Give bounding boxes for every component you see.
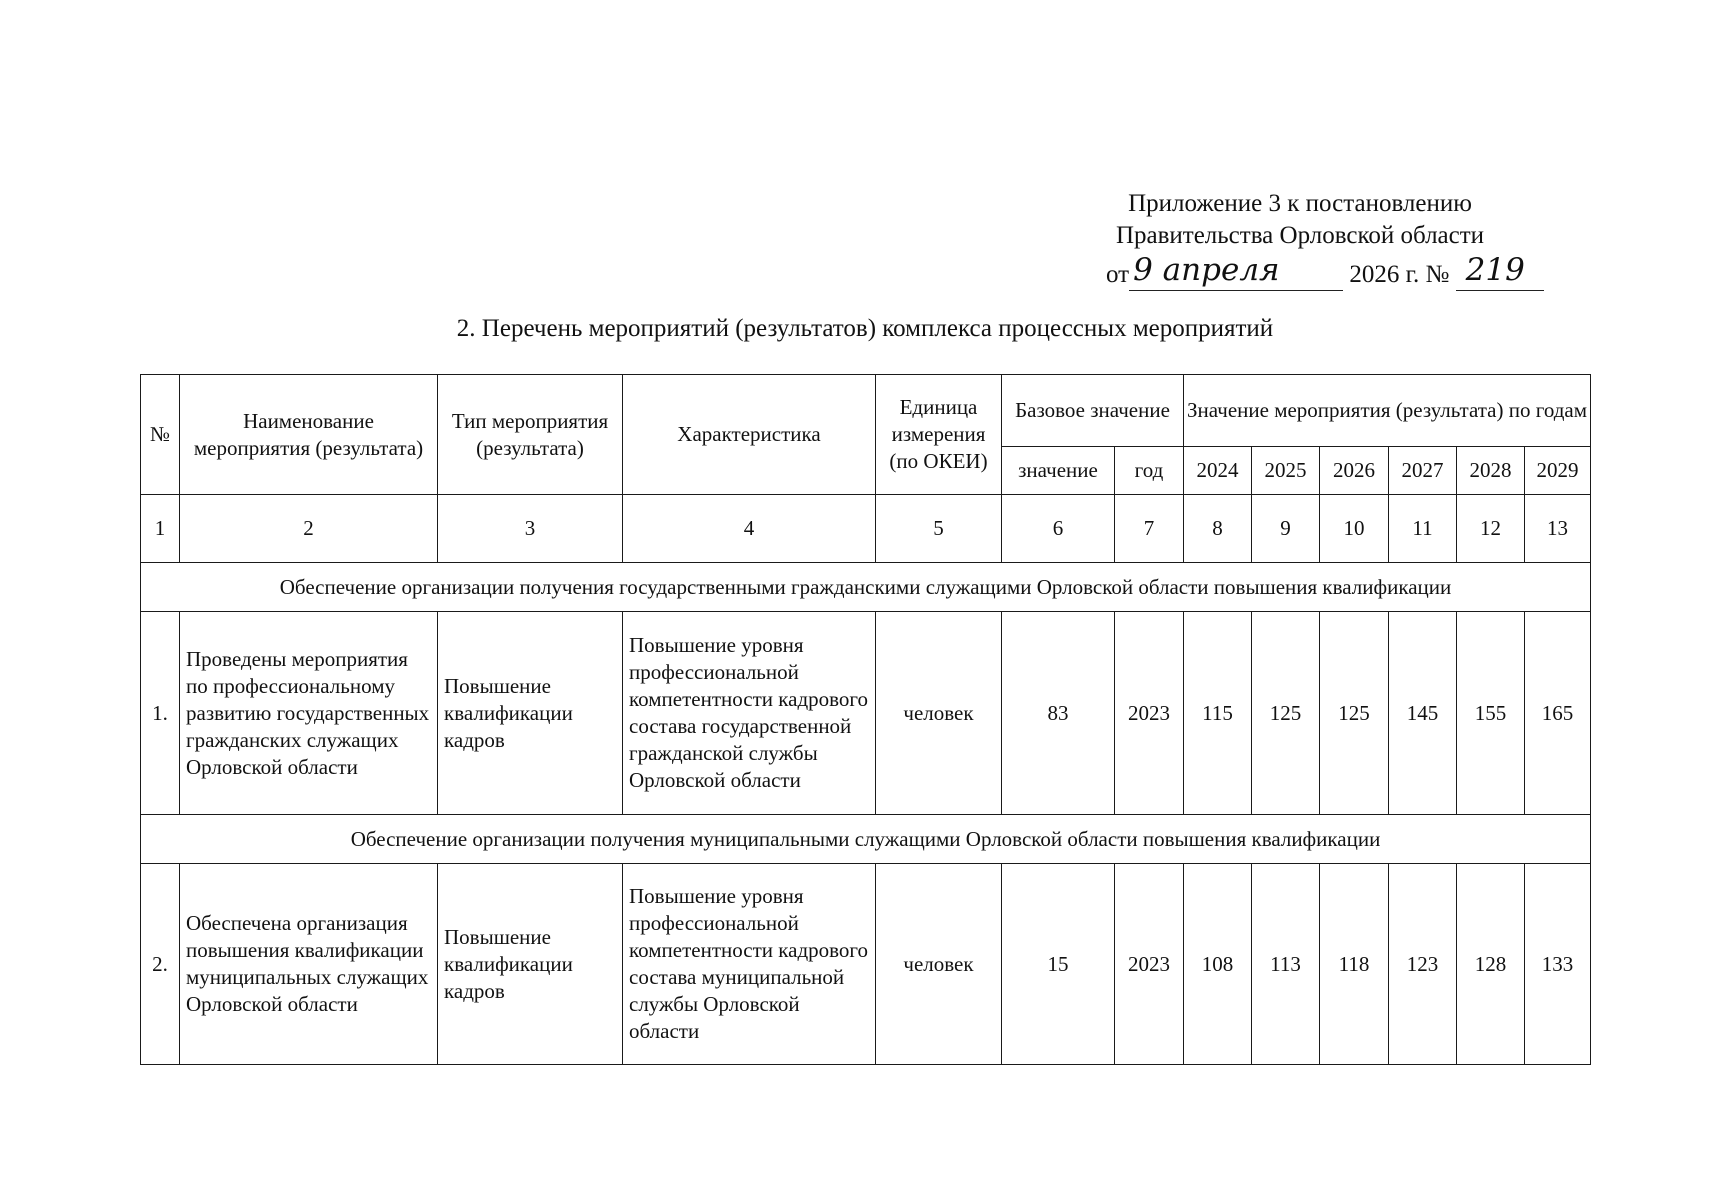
measures-table xyxy=(140,374,1591,1065)
table-row xyxy=(141,864,1591,1065)
column-number: 9 xyxy=(1252,495,1320,563)
row-base-value: 83 xyxy=(1002,612,1115,815)
row-characteristic: Повышение уровня профессиональной компетентности кадрового состава государственной гражданской службы Орловской области xyxy=(623,612,876,815)
annex-line-2: Правительства Орловской области xyxy=(1115,222,1485,249)
row-characteristic: Повышение уровня профессиональной компетентности кадрового состава муниципальной службы Орловской области xyxy=(623,864,876,1065)
column-number: 10 xyxy=(1320,495,1389,563)
row-base-year: 2023 xyxy=(1115,864,1184,1065)
annex-date-line xyxy=(1106,254,1570,291)
row-year-value: 125 xyxy=(1252,612,1320,815)
header-year: 2029 xyxy=(1525,447,1591,495)
header-unit: Единица измерения (по ОКЕИ) xyxy=(876,375,1002,495)
row-year-value: 165 xyxy=(1525,612,1591,815)
header-num: № xyxy=(141,375,180,495)
header-row-1 xyxy=(141,375,1591,447)
row-name: Обеспечена организация повышения квалификации муниципальных служащих Орловской области xyxy=(180,864,438,1065)
header-base-year: год xyxy=(1115,447,1184,495)
header-type: Тип мероприятия (результата) xyxy=(438,375,623,495)
annex-year-label: 2026 г. № xyxy=(1349,261,1450,288)
header-year: 2027 xyxy=(1389,447,1457,495)
column-number: 3 xyxy=(438,495,623,563)
header-by-years: Значение мероприятия (результата) по годам xyxy=(1184,375,1591,447)
column-number: 2 xyxy=(180,495,438,563)
header-year: 2028 xyxy=(1457,447,1525,495)
table-row xyxy=(141,612,1591,815)
row-year-value: 113 xyxy=(1252,864,1320,1065)
section-title: Обеспечение организации получения муниципальными служащими Орловской области повышения квалификации xyxy=(141,815,1591,864)
header-year: 2025 xyxy=(1252,447,1320,495)
row-base-year: 2023 xyxy=(1115,612,1184,815)
header-base: Базовое значение xyxy=(1002,375,1184,447)
row-year-value: 155 xyxy=(1457,612,1525,815)
column-numbers-row xyxy=(141,495,1591,563)
column-number: 13 xyxy=(1525,495,1591,563)
row-base-value: 15 xyxy=(1002,864,1115,1065)
row-type: Повышение квалификации кадров xyxy=(438,612,623,815)
column-number: 12 xyxy=(1457,495,1525,563)
column-number: 5 xyxy=(876,495,1002,563)
column-number: 8 xyxy=(1184,495,1252,563)
row-year-value: 118 xyxy=(1320,864,1389,1065)
row-year-value: 133 xyxy=(1525,864,1591,1065)
row-year-value: 123 xyxy=(1389,864,1457,1065)
row-year-value: 125 xyxy=(1320,612,1389,815)
row-unit: человек xyxy=(876,612,1002,815)
section-title: Обеспечение организации получения государственными гражданскими служащими Орловской области повышения квалификации xyxy=(141,563,1591,612)
header-year: 2026 xyxy=(1320,447,1389,495)
row-num: 2. xyxy=(141,864,180,1065)
annex-line-1: Приложение 3 к постановлению xyxy=(1128,190,1472,217)
row-num: 1. xyxy=(141,612,180,815)
annex-header xyxy=(1030,188,1570,291)
section-row xyxy=(141,815,1591,864)
section-row xyxy=(141,563,1591,612)
row-year-value: 115 xyxy=(1184,612,1252,815)
row-unit: человек xyxy=(876,864,1002,1065)
row-year-value: 108 xyxy=(1184,864,1252,1065)
column-number: 1 xyxy=(141,495,180,563)
column-number: 4 xyxy=(623,495,876,563)
header-name: Наименование мероприятия (результата) xyxy=(180,375,438,495)
column-number: 6 xyxy=(1002,495,1115,563)
column-number: 11 xyxy=(1389,495,1457,563)
header-base-value: значение xyxy=(1002,447,1115,495)
handwritten-number: 219 xyxy=(1456,254,1544,291)
header-year: 2024 xyxy=(1184,447,1252,495)
handwritten-date: 9 апреля xyxy=(1129,254,1343,291)
header-characteristic: Характеристика xyxy=(623,375,876,495)
document-title: 2. Перечень мероприятий (результатов) комплекса процессных мероприятий xyxy=(456,315,1274,342)
row-type: Повышение квалификации кадров xyxy=(438,864,623,1065)
column-number: 7 xyxy=(1115,495,1184,563)
annex-from-label: от xyxy=(1106,261,1130,288)
row-year-value: 145 xyxy=(1389,612,1457,815)
row-name: Проведены мероприятия по профессиональному развитию государственных гражданских служащих Орловской области xyxy=(180,612,438,815)
row-year-value: 128 xyxy=(1457,864,1525,1065)
